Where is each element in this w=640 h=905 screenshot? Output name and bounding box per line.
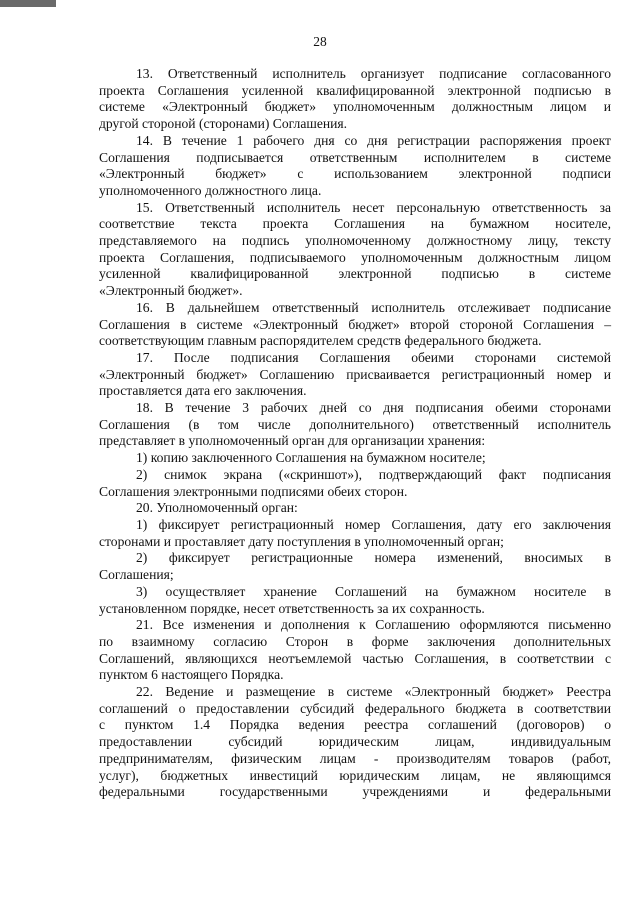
document-body <box>99 66 611 801</box>
text-line: с пунктом 1.4 Порядка ведения реестра соглашений (договоров) о <box>99 717 611 733</box>
text-line: системе «Электронный бюджет» уполномоченным должностным лицом и <box>99 99 611 115</box>
text-line: 22. Ведение и размещение в системе «Электронный бюджет» Реестра <box>136 684 611 700</box>
text-line: проекта Соглашения усиленной квалифицированной электронной подписью в <box>99 82 611 98</box>
text-line: 21. Все изменения и дополнения к Соглашению оформляются письменно <box>136 617 611 633</box>
text-line: 18. В течение 3 рабочих дней со дня подписания обеими сторонами <box>136 400 611 416</box>
paragraph <box>99 400 611 450</box>
text-line: представляет в уполномоченный орган для организации хранения: <box>99 433 486 449</box>
paragraph <box>99 133 611 200</box>
text-line: усиленной квалифицированной электронной подписью в системе <box>99 266 611 282</box>
text-line: Соглашения электронными подписями обеих сторон. <box>99 483 408 499</box>
text-line: 16. В дальнейшем ответственный исполнитель отслеживает подписание <box>136 299 611 315</box>
text-line: Соглашений, являющихся неотъемлемой частью Соглашения, в соответствии с <box>99 650 611 666</box>
text-line: 1) копию заключенного Соглашения на бумажном носителе; <box>136 450 486 466</box>
text-line: 15. Ответственный исполнитель несет персональную ответственность за <box>136 199 611 215</box>
paragraph <box>99 500 611 517</box>
text-line: сторонами и проставляет дату поступления в уполномоченный орган; <box>99 533 504 549</box>
text-line: уполномоченного должностного лица. <box>99 182 322 198</box>
text-line: другой стороной (сторонами) Соглашения. <box>99 116 348 132</box>
text-line: «Электронный бюджет» Соглашению присваивается регистрационный номер и <box>99 366 611 382</box>
text-line: 13. Ответственный исполнитель организует подписание согласованного <box>136 66 611 81</box>
text-line: 20. Уполномоченный орган: <box>136 500 298 516</box>
paragraph <box>99 467 611 500</box>
text-line: федеральными государственными учреждениями и федеральными <box>99 784 611 800</box>
text-line: по взаимному согласию Сторон в форме заключения дополнительных <box>99 633 611 649</box>
text-line: проставляется дата его заключения. <box>99 383 307 399</box>
text-line: соответствие текста проекта Соглашения на бумажном носителе, <box>99 216 611 232</box>
scan-edge-mark <box>0 0 56 7</box>
text-line: 1) фиксирует регистрационный номер Соглашения, дату его заключения <box>136 516 611 532</box>
text-line: «Электронный бюджет». <box>99 283 243 299</box>
paragraph <box>99 617 611 684</box>
paragraph <box>99 584 611 617</box>
text-line: предоставлении субсидий юридическим лицам, индивидуальным <box>99 734 611 750</box>
paragraph <box>99 66 611 133</box>
text-line: Соглашения подписывается ответственным исполнителем в системе <box>99 149 611 165</box>
text-line: соглашений о предоставлении субсидий федерального бюджета в соответствии <box>99 700 611 716</box>
paragraph <box>99 517 611 550</box>
paragraph <box>99 350 611 400</box>
text-line: установленном порядке, несет ответственность за их сохранность. <box>99 600 485 616</box>
text-line: услуг), бюджетных инвестиций юридическим лицам, не являющимся <box>99 767 611 783</box>
text-line: 3) осуществляет хранение Соглашений на бумажном носителе в <box>136 583 611 599</box>
paragraph <box>99 550 611 583</box>
text-line: 17. После подписания Соглашения обеими сторонами системой <box>136 349 611 365</box>
text-line: 14. В течение 1 рабочего дня со дня регистрации распоряжения проект <box>136 132 611 148</box>
page-number: 28 <box>313 34 327 49</box>
paragraph <box>99 300 611 350</box>
text-line: проекта Соглашения, подписываемого уполномоченным должностным лицом <box>99 249 611 265</box>
text-line: 2) снимок экрана («скриншот»), подтверждающий факт подписания <box>136 466 611 482</box>
text-line: предпринимателям, физическим лицам - производителям товаров (работ, <box>99 750 611 766</box>
paragraph <box>99 684 611 801</box>
text-line: 2) фиксирует регистрационные номера изменений, вносимых в <box>136 550 611 566</box>
text-line: представляемого на подпись уполномоченному должностному лицу, тексту <box>99 233 611 249</box>
text-line: соответствующим главным распорядителем средств федерального бюджета. <box>99 333 542 349</box>
text-line: «Электронный бюджет» с использованием электронной подписи <box>99 166 611 182</box>
text-line: Соглашения (в том числе дополнительного) ответственный исполнитель <box>99 416 611 432</box>
text-line: пунктом 6 настоящего Порядка. <box>99 667 284 683</box>
text-line: Соглашения в системе «Электронный бюджет» второй стороной Соглашения – <box>99 316 611 332</box>
text-line: Соглашения; <box>99 567 174 583</box>
paragraph <box>99 450 611 467</box>
paragraph <box>99 200 611 300</box>
